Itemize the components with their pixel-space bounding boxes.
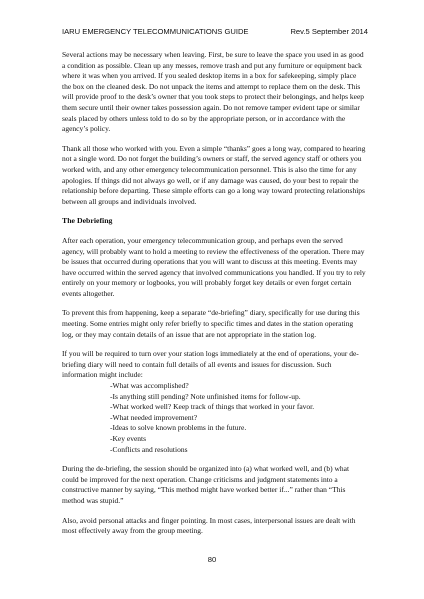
running-header xyxy=(62,27,368,38)
list-item: -What was accomplished? xyxy=(110,381,189,391)
section-heading-debriefing: The Debriefing xyxy=(62,216,113,226)
list-item: -Conflicts and resolutions xyxy=(110,444,188,454)
paragraph-thanks: Thank all those who worked with you. Even a simple “thanks” goes a long way, compared to hearing not a single word. Do not forget the building’s owners or staff, the served agency staff or others you worked with, and any other emergency telecommunication personnel. This is also the time for any apologies. If things did not always go well, or if any damage was caused, do your best to repair the relationship before departing. These simple efforts can go a long way toward protecting relationships between all groups and individuals involved. xyxy=(62,143,366,206)
list-item: -Ideas to solve known problems in the future. xyxy=(110,423,247,433)
page-body xyxy=(62,50,366,546)
paragraph-session: During the de-briefing, the session should be organized into (a) what worked well, and (b) what could be improved for the next operation. Change criticisms and judgment statements into a constructive manner by saying, “This method might have worked better if...” rather than “This method was stupid.” xyxy=(62,464,350,505)
paragraph-diary: To prevent this from happening, keep a separate “de-briefing” diary, specifically for use during this meeting. Some entries might only refer briefly to specific times and dates in the station operating log, or they may contain details of an issue that are not appropriate in the station log. xyxy=(62,308,360,339)
header-revision: Rev.5 September 2014 xyxy=(290,27,368,36)
list-item: -What needed improvement? xyxy=(110,412,198,422)
paragraph-turn-over: If you will be required to turn over your station logs immediately at the end of operations, your de-briefing diary will need to contain full details of all events and issues for discussion. Such information might include: xyxy=(62,349,359,380)
debriefing-info-list xyxy=(62,381,366,455)
paragraph-avoid: Also, avoid personal attacks and finger pointing. In most cases, interpersonal issues are dealt with most effectively away from the group meeting. xyxy=(62,515,356,536)
paragraph-after-operation: After each operation, your emergency telecommunication group, and perhaps even the served agency, will probably want to hold a meeting to review the effectiveness of the operation. There may be issues that occurred during operations that you will want to discuss at this meeting. Events may have occurred within the served agency that involved communications you handled. If you try to rely entirely on your memory or logbooks, you will probably forget key details or even forget certain events altogether. xyxy=(62,235,366,298)
paragraph-leaving: Several actions may be necessary when leaving. First, be sure to leave the space you used in as good a condition as possible. Clean up any messes, remove trash and put any furniture or equipment back where it was when you arrived. If you sealed desktop items in a box for safekeeping, simply place the box on the cleaned desk. Do not unpack the items and attempt to replace them on the desk. This will provide proof to the desk’s owner that you took steps to protect their belongings, and helps keep them secure until their owner takes possession again. Do not remove tamper evident tape or similar seals placed by others unless told to do so by the appropriate person, or in accordance with the agency’s policy. xyxy=(62,50,365,134)
header-title: IARU EMERGENCY TELECOMMUNICATIONS GUIDE xyxy=(62,27,249,36)
list-item: -What worked well? Keep track of things that worked in your favor. xyxy=(110,402,315,412)
list-item: -Key events xyxy=(110,434,147,443)
list-item: -Is anything still pending? Note unfinished items for follow-up. xyxy=(110,391,301,401)
page-number: 80 xyxy=(207,555,217,564)
